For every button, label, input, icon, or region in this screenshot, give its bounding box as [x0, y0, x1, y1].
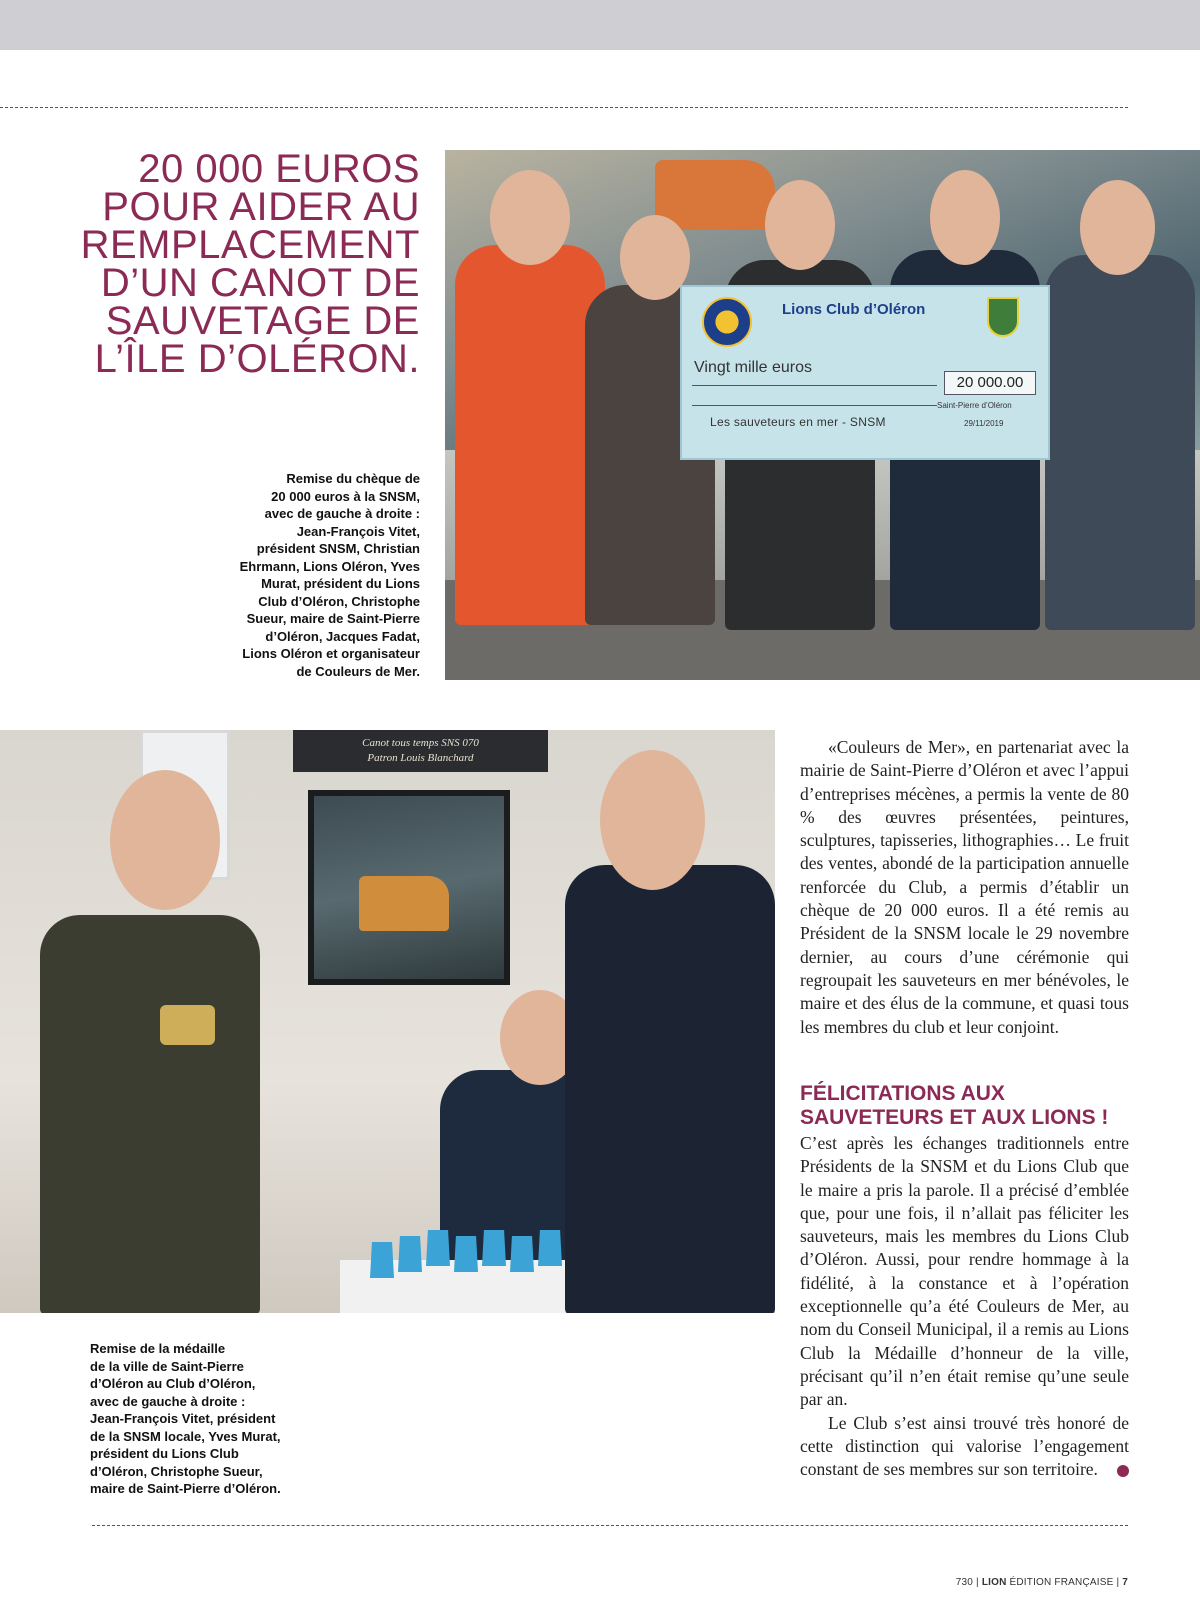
paragraph-text: «Couleurs de Mer», en partenariat avec la mairie de Saint-Pierre d’Oléron et avec l’appui d’entreprises mécènes, a permis la vente de 80 % des œuvres présentées, peintures, sculptures, tapisseries, lithographies… Le fruit des ventes, abondé de la participation annuelle renforcée du Club, a permis d’établir un chèque de 20 000 euros. Il a été remis au Président de la SNSM locale le 29 novembre dernier, au cours d’une cérémonie qui regroupait les sauveteurs en mer bénévoles, le maire et des élus de la commune, et quasi tous les membres du club et leur conjoint.	[800, 737, 1129, 1037]
caption-line: d’Oléron, Jacques Fadat,	[265, 628, 420, 644]
caption-line: président SNSM, Christian	[256, 541, 420, 556]
photo1-caption	[200, 470, 420, 680]
person-orange-jacket	[455, 245, 605, 625]
blue-cup	[426, 1230, 450, 1266]
blue-cup	[398, 1236, 422, 1272]
caption-line: Remise du chèque de	[286, 471, 420, 486]
lions-logo-icon	[702, 297, 752, 347]
caption-line: Jean-François Vitet, président	[90, 1411, 276, 1426]
article-paragraph-3	[800, 1412, 1129, 1482]
paragraph-text: C’est après les échanges traditionnels entre Présidents de la SNSM et du Lions Club que le maire a pris la parole. Il a précisé d’emblée que, pour une fois, il n’allait pas féliciter les sauveteurs, mais les membres du Lions Club d’Oléron. Aussi, pour rendre hommage à la fidélité, à la constance et à l’opération exceptionnelle qu’a été Couleurs de Mer, au nom du Conseil Municipal, il a remis au Lions Club la Médaille d’honneur de la ville, précisant qu’il n’en était remise qu’une seule par an.	[800, 1133, 1129, 1410]
person-head	[600, 750, 705, 890]
headline-line: POUR AIDER AU	[102, 185, 420, 229]
person-head	[1080, 180, 1155, 275]
caption-line: d’Oléron, Christophe Sueur,	[90, 1463, 263, 1479]
top-bar	[0, 0, 1200, 50]
caption-line: Ehrmann, Lions Oléron, Yves	[239, 558, 420, 574]
headline-line: SAUVETAGE DE	[105, 299, 420, 343]
caption-line: maire de Saint-Pierre d’Oléron.	[90, 1481, 281, 1496]
lifeboat-painting	[308, 790, 510, 985]
boat-plaque	[293, 730, 548, 772]
giant-cheque	[680, 285, 1050, 460]
cheque-club-name: Lions Club d’Oléron	[782, 301, 926, 318]
medal-box	[160, 1005, 215, 1045]
subheading-line: SAUVETEURS ET AUX LIONS !	[800, 1106, 1109, 1129]
cheque-line	[692, 405, 937, 406]
issue-number: 730	[955, 1577, 974, 1588]
headline-line: REMPLACEMENT	[80, 223, 420, 267]
article-paragraph-2	[800, 1132, 1129, 1481]
caption-line: de la SNSM locale, Yves Murat,	[90, 1428, 281, 1444]
medal-presentation-photo	[0, 730, 775, 1313]
cheque-line	[692, 385, 937, 386]
article-paragraph-1	[800, 736, 1129, 1039]
blue-cup	[510, 1236, 534, 1272]
edition-label: ÉDITION FRANÇAISE	[1009, 1577, 1114, 1588]
headline-line: L’ÎLE D’OLÉRON.	[94, 337, 420, 381]
top-divider	[0, 107, 1128, 108]
caption-line: avec de gauche à droite :	[90, 1393, 246, 1409]
bottom-divider	[92, 1525, 1128, 1526]
person-head	[110, 770, 220, 910]
person-grey-jacket	[1045, 255, 1195, 630]
plaque-line: Patron Louis Blanchard	[367, 752, 474, 764]
cheque-payee: Les sauveteurs en mer - SNSM	[710, 415, 886, 429]
cheque-amount: 20 000.00	[944, 371, 1036, 395]
blue-cup	[538, 1230, 562, 1266]
caption-line: président du Lions Club	[90, 1446, 239, 1461]
plaque-line: Canot tous temps SNS 070	[362, 737, 479, 749]
lifeboat-mural-shape	[655, 160, 775, 230]
caption-line: Remise de la médaille	[90, 1341, 226, 1356]
article-headline	[60, 147, 420, 381]
painted-boat-shape	[359, 876, 449, 931]
cheque-amount-words: Vingt mille euros	[694, 359, 812, 376]
blue-cup	[482, 1230, 506, 1266]
article-subheading	[800, 1082, 1129, 1130]
person-dark-suit	[565, 865, 775, 1313]
headline-line: D’UN CANOT DE	[100, 261, 420, 305]
caption-line: de la ville de Saint-Pierre	[90, 1358, 244, 1374]
caption-line: avec de gauche à droite :	[264, 506, 420, 521]
cheque-presentation-photo	[445, 150, 1200, 680]
magazine-brand: LION	[981, 1577, 1007, 1588]
person-head	[490, 170, 570, 265]
headline-line: 20 000 EUROS	[138, 147, 420, 191]
cheque-date: 29/11/2019	[964, 419, 1004, 428]
caption-line: 20 000 euros à la SNSM,	[271, 488, 420, 504]
blue-cup	[454, 1236, 478, 1272]
page-footer: 730 | LION ÉDITION FRANÇAISE | 7	[955, 1577, 1128, 1588]
caption-line: Club d’Oléron, Christophe	[258, 593, 420, 609]
caption-line: de Couleurs de Mer.	[296, 663, 420, 679]
subheading-line: FÉLICITATIONS AUX	[800, 1082, 1005, 1105]
person-head	[765, 180, 835, 270]
caption-line: d’Oléron au Club d’Oléron,	[90, 1376, 256, 1391]
end-mark-icon	[1117, 1465, 1129, 1477]
caption-line: Lions Oléron et organisateur	[242, 646, 420, 661]
caption-line: Murat, président du Lions	[261, 576, 420, 591]
cheque-place: Saint-Pierre d’Oléron	[937, 401, 1012, 410]
photo2-caption	[90, 1340, 330, 1498]
person-green-jacket	[40, 915, 260, 1313]
blue-cup	[370, 1242, 394, 1278]
caption-line: Jean-François Vitet,	[296, 523, 420, 539]
caption-line: Sueur, maire de Saint-Pierre	[246, 611, 420, 626]
town-crest-icon	[987, 297, 1019, 337]
paragraph-text: Le Club s’est ainsi trouvé très honoré de cette distinction qui valorise l’engagement constant de ses membres sur son territoire.	[800, 1412, 1129, 1480]
page-number: 7	[1122, 1577, 1128, 1588]
person-head	[930, 170, 1000, 265]
